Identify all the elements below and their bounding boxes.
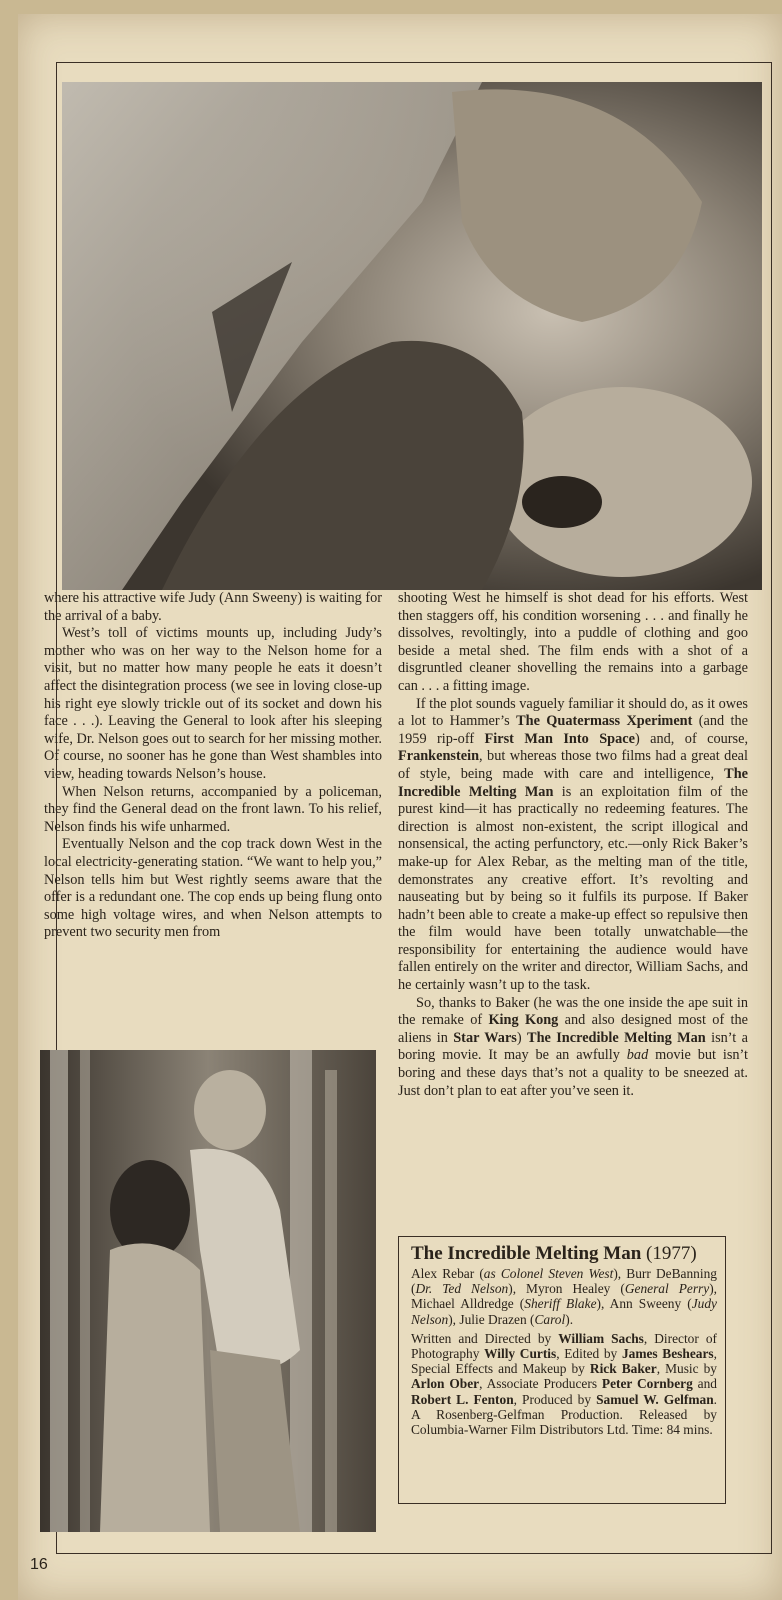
cast-separator: ), xyxy=(613,1266,627,1281)
text-run: ) xyxy=(516,1029,528,1046)
film-title: The Quatermass Xperiment xyxy=(516,713,693,730)
crew-label: and xyxy=(692,1376,717,1392)
film-title: The Incredible Melting Man xyxy=(398,765,748,800)
cast-actor: Myron Healey ( xyxy=(526,1281,625,1297)
film-title: King Kong xyxy=(488,1012,559,1029)
credits-film-title: The Incredible Melting Man xyxy=(411,1243,642,1264)
cast-role: Judy Nelson xyxy=(411,1296,717,1327)
film-title: First Man Into Space xyxy=(484,730,635,747)
cast-separator: ), xyxy=(709,1281,717,1297)
article-column-right xyxy=(398,590,748,1100)
paragraph xyxy=(398,696,748,995)
crew-label: , Special Effects and Makeup by xyxy=(411,1346,717,1377)
crew-name: Peter Cornberg xyxy=(601,1376,693,1392)
cast-actor: Ann Sweeny ( xyxy=(609,1296,692,1312)
still-photo-melting-man-attack xyxy=(40,1050,376,1532)
crew-name: Arlon Ober xyxy=(411,1376,480,1392)
cast-actor: Alex Rebar ( xyxy=(411,1266,484,1281)
paragraph: When Nelson returns, accompanied by a policeman, they find the General dead on the front lawn. To his relief, Nelson finds his wife unharmed. xyxy=(44,783,382,835)
cast-separator: ). xyxy=(565,1311,574,1327)
crew-label: , Produced by xyxy=(513,1391,597,1407)
credits-year: (1977) xyxy=(646,1243,697,1264)
crew-label: , Music by xyxy=(656,1361,718,1377)
article-column-left xyxy=(44,590,382,942)
credits-cast xyxy=(411,1266,717,1327)
text-run: If the plot sounds vaguely familiar it should do, as it owes a lot to Hammer’s xyxy=(398,695,748,730)
crew-label: , Edited by xyxy=(556,1346,622,1362)
cast-separator: ), xyxy=(596,1296,610,1312)
paragraph xyxy=(398,995,748,1101)
cast-role: Sheriff Blake xyxy=(524,1296,597,1312)
crew-name: Rick Baker xyxy=(589,1361,657,1377)
cast-role: Dr. Ted Nelson xyxy=(415,1281,509,1297)
cast-actor: Julie Drazen ( xyxy=(459,1311,535,1327)
paragraph: Eventually Nelson and the cop track down West in the local electricity-generating station. “We want to help you,” Nelson tells him but West rightly seems aware that the offer is a redundant one. The cop ends up being flung onto some high voltage wires, and when Nelson attempts to prevent two security men from xyxy=(44,836,382,941)
crew-name: William Sachs xyxy=(558,1330,644,1346)
crew-closing: . A Rosenberg-Gelfman Production. Released by Columbia-Warner Film Distributors Ltd. Time: 84 mins. xyxy=(411,1391,717,1438)
text-run: (and the 1959 rip-off xyxy=(398,713,748,747)
text-run: movie but isn’t boring and these days that’s not a quality to be sneezed at. Just don’t plan to eat after you’ve seen it. xyxy=(398,1047,749,1099)
text-run: is an exploitation film of the purest kind—it has practically no redeeming features. The direction is almost non-existent, the script illogical and nonsensical, the acting perfunctory, etc.—only Rick Baker’s make-up for Alex Rebar, as the melting man of the title, demonstrates any creative effort. It’s revolting and nauseating but by being so it fulfils its purpose. If Baker hadn’t been able to create a make-up effect so repulsive then the film would have been totally unwatchable—the responsibility for entertaining the audience would have fallen entirely on the writer and director, William Sachs, and he certainly wasn’t up to the task. xyxy=(398,783,748,994)
page-number: 16 xyxy=(30,1556,48,1573)
text-run: ) and, of course, xyxy=(634,730,749,747)
credits-title xyxy=(411,1243,717,1265)
cast-actor: Michael Alldredge ( xyxy=(411,1296,525,1312)
cast-separator: ), xyxy=(508,1281,527,1297)
text-run: , but whereas those two films had a great deal of style, being made with care and intelligence, xyxy=(398,748,748,782)
crew-name: Samuel W. Gelfman xyxy=(596,1391,714,1407)
paragraph: shooting West he himself is shot dead for his efforts. West then staggers off, his condition worsening . . . and finally he dissolves, revoltingly, into a puddle of clothing and goo beside a metal shed. The film ends with a shot of a disgruntled cleaner shovelling the remains into a garbage can . . . a fitting image. xyxy=(398,590,748,694)
crew-name: James Beshears xyxy=(621,1346,714,1362)
paragraph: West’s toll of victims mounts up, including Judy’s mother who was on her way to the Nelson home for a visit, but no matter how many people he eats it doesn’t affect the disintegration process (we see in loving close-up his right eye slowly trickle out of its socket and down his face . . .). Leaving the General to look after his sleeping wife, Dr. Nelson goes out to search for her missing mother. Of course, no sooner has he gone than West shambles into view, heading towards Nelson’s house. xyxy=(44,625,382,782)
crew-name: Robert L. Fenton xyxy=(411,1391,514,1407)
text-run: So, thanks to Baker (he was the one inside the ape suit in the remake of xyxy=(398,994,748,1029)
still-photo-melting-man-closeup xyxy=(62,82,762,590)
cast-role: General Perry xyxy=(624,1281,710,1297)
film-title: The Incredible Melting Man xyxy=(527,1029,706,1046)
crew-label: , Director of Photography xyxy=(411,1330,717,1362)
film-title: Star Wars xyxy=(453,1029,517,1046)
credits-crew xyxy=(411,1331,717,1437)
crew-name: Willy Curtis xyxy=(484,1346,557,1362)
text-run: isn’t a boring movie. It may be an awfully xyxy=(398,1029,748,1064)
text-run-italic: bad xyxy=(626,1047,649,1064)
cast-role: as Colonel Steven West xyxy=(483,1266,614,1281)
crew-label: Written and Directed by xyxy=(411,1330,559,1346)
crew-label: , Associate Producers xyxy=(479,1376,602,1392)
cast-actor: Burr DeBanning ( xyxy=(411,1266,717,1297)
film-credits-box xyxy=(398,1236,726,1504)
cast-role: Carol xyxy=(534,1311,566,1327)
film-title: Frankenstein xyxy=(398,748,480,765)
text-run: and also designed most of the aliens in xyxy=(398,1012,749,1046)
paragraph: where his attractive wife Judy (Ann Sweeny) is waiting for the arrival of a baby. xyxy=(44,590,382,624)
cast-separator: ), xyxy=(448,1311,460,1327)
